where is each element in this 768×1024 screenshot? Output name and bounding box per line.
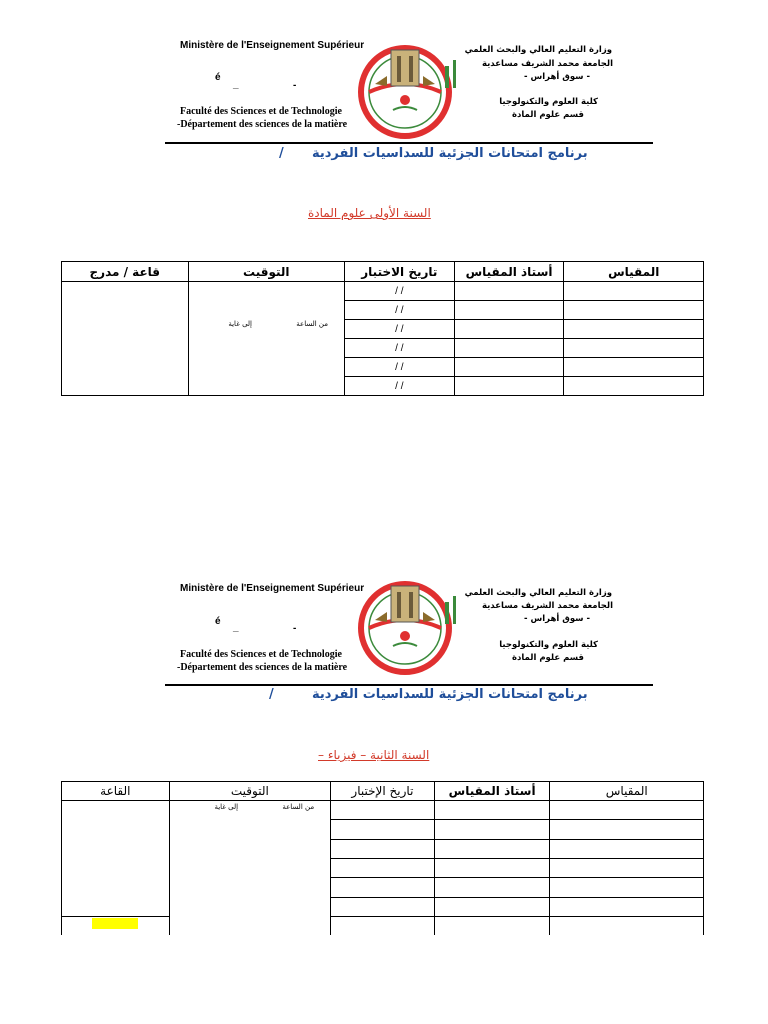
header-module: المقياس (564, 262, 704, 282)
teacher-cell[interactable] (454, 377, 564, 396)
date-cell[interactable]: / / (345, 282, 455, 301)
faculty-fr: Faculté des Sciences et de Technologie (180, 106, 342, 117)
ministry-fr: Ministère de l'Enseignement Supérieur (180, 583, 365, 594)
header-date: تاريخ الإختبار (331, 782, 435, 801)
fr-accent: é (215, 72, 221, 83)
module-cell[interactable] (564, 320, 704, 339)
time-cell[interactable] (188, 282, 344, 396)
header-teacher: أستاذ المقياس (434, 782, 550, 801)
date-cell[interactable]: / / (345, 358, 455, 377)
department-fr: -Département des sciences de la matière (177, 119, 348, 130)
module-cell[interactable] (550, 839, 704, 858)
fr-dash: - (293, 623, 297, 634)
header-teacher: أستاذ المقياس (454, 262, 564, 282)
department-fr: -Département des sciences de la matière (177, 662, 348, 673)
header-divider (165, 684, 653, 686)
fr-dash: - (293, 80, 297, 91)
university-seal-logo (353, 572, 463, 680)
city-ar: - سوق أهراس - (524, 72, 590, 82)
module-cell[interactable] (564, 301, 704, 320)
ministry-ar: وزارة التعليم العالي والبحث العلمي (464, 588, 612, 598)
teacher-cell[interactable] (434, 858, 550, 877)
module-cell[interactable] (550, 897, 704, 916)
exam-table-1 (61, 261, 704, 396)
date-cell[interactable] (331, 917, 435, 936)
faculty-fr: Faculté des Sciences et de Technologie (180, 649, 342, 660)
time-to: إلى غاية (228, 320, 252, 328)
date-cell[interactable] (331, 820, 435, 839)
date-cell[interactable] (331, 839, 435, 858)
university-ar: الجامعة محمد الشريف مساعدية (481, 601, 613, 611)
header-module: المقياس (550, 782, 704, 801)
title-slash: / (269, 687, 274, 702)
date-cell[interactable] (331, 858, 435, 877)
university-ar: الجامعة محمد الشريف مساعدية (481, 59, 613, 69)
module-cell[interactable] (550, 878, 704, 897)
yellow-highlight (92, 918, 138, 929)
date-cell[interactable]: / / (345, 320, 455, 339)
fr-dash: _ (233, 622, 239, 633)
module-cell[interactable] (564, 339, 704, 358)
date-cell[interactable]: / / (345, 339, 455, 358)
date-cell[interactable]: / / (345, 377, 455, 396)
time-to: إلى غاية (214, 803, 239, 811)
faculty-ar: كلية العلوم والتكنولوجيا (499, 640, 598, 650)
department-ar: قسم علوم المادة (511, 653, 584, 663)
teacher-cell[interactable] (434, 820, 550, 839)
year-subtitle: السنة الثانية – فيزياء – (318, 748, 430, 762)
year-subtitle: السنة الأولى علوم المادة (308, 206, 431, 220)
module-cell[interactable] (564, 377, 704, 396)
date-cell[interactable] (331, 801, 435, 820)
teacher-cell[interactable] (434, 839, 550, 858)
teacher-cell[interactable] (454, 358, 564, 377)
department-ar: قسم علوم المادة (511, 110, 584, 120)
teacher-cell[interactable] (434, 801, 550, 820)
module-cell[interactable] (564, 282, 704, 301)
fr-dash: _ (233, 79, 239, 90)
teacher-cell[interactable] (434, 897, 550, 916)
module-cell[interactable] (550, 858, 704, 877)
ministry-fr: Ministère de l'Enseignement Supérieur (180, 40, 365, 51)
exam-program-title: برنامج امتحانات الجزئية للسداسيات الفردية (312, 687, 588, 702)
teacher-cell[interactable] (454, 282, 564, 301)
module-cell[interactable] (550, 801, 704, 820)
university-seal-logo (353, 36, 463, 144)
header-hall: قاعة / مدرج (62, 262, 189, 282)
faculty-ar: كلية العلوم والتكنولوجيا (499, 97, 598, 107)
title-slash: / (279, 146, 284, 161)
teacher-cell[interactable] (434, 878, 550, 897)
hall-cell[interactable] (62, 801, 170, 917)
header-date: تاريخ الاختبار (345, 262, 455, 282)
header-hall: القاعة (62, 782, 170, 801)
city-ar: - سوق أهراس - (524, 614, 590, 624)
header-divider (165, 142, 653, 144)
ministry-ar: وزارة التعليم العالي والبحث العلمي (464, 45, 612, 55)
time-from: من الساعة (282, 803, 315, 811)
hall-cell[interactable] (62, 282, 189, 396)
header-time: التوقيت (188, 262, 344, 282)
fr-accent: é (215, 616, 221, 627)
date-cell[interactable] (331, 878, 435, 897)
module-cell[interactable] (550, 820, 704, 839)
time-from: من الساعة (296, 320, 328, 328)
teacher-cell[interactable] (454, 320, 564, 339)
teacher-cell[interactable] (454, 301, 564, 320)
module-cell[interactable] (564, 358, 704, 377)
date-cell[interactable] (331, 897, 435, 916)
date-cell[interactable]: / / (345, 301, 455, 320)
teacher-cell[interactable] (434, 917, 550, 936)
exam-table-2 (61, 781, 704, 935)
time-cell[interactable] (169, 801, 330, 936)
module-cell[interactable] (550, 917, 704, 936)
header-time: التوقيت (169, 782, 330, 801)
teacher-cell[interactable] (454, 339, 564, 358)
exam-program-title: برنامج امتحانات الجزئية للسداسيات الفردية (312, 146, 588, 161)
